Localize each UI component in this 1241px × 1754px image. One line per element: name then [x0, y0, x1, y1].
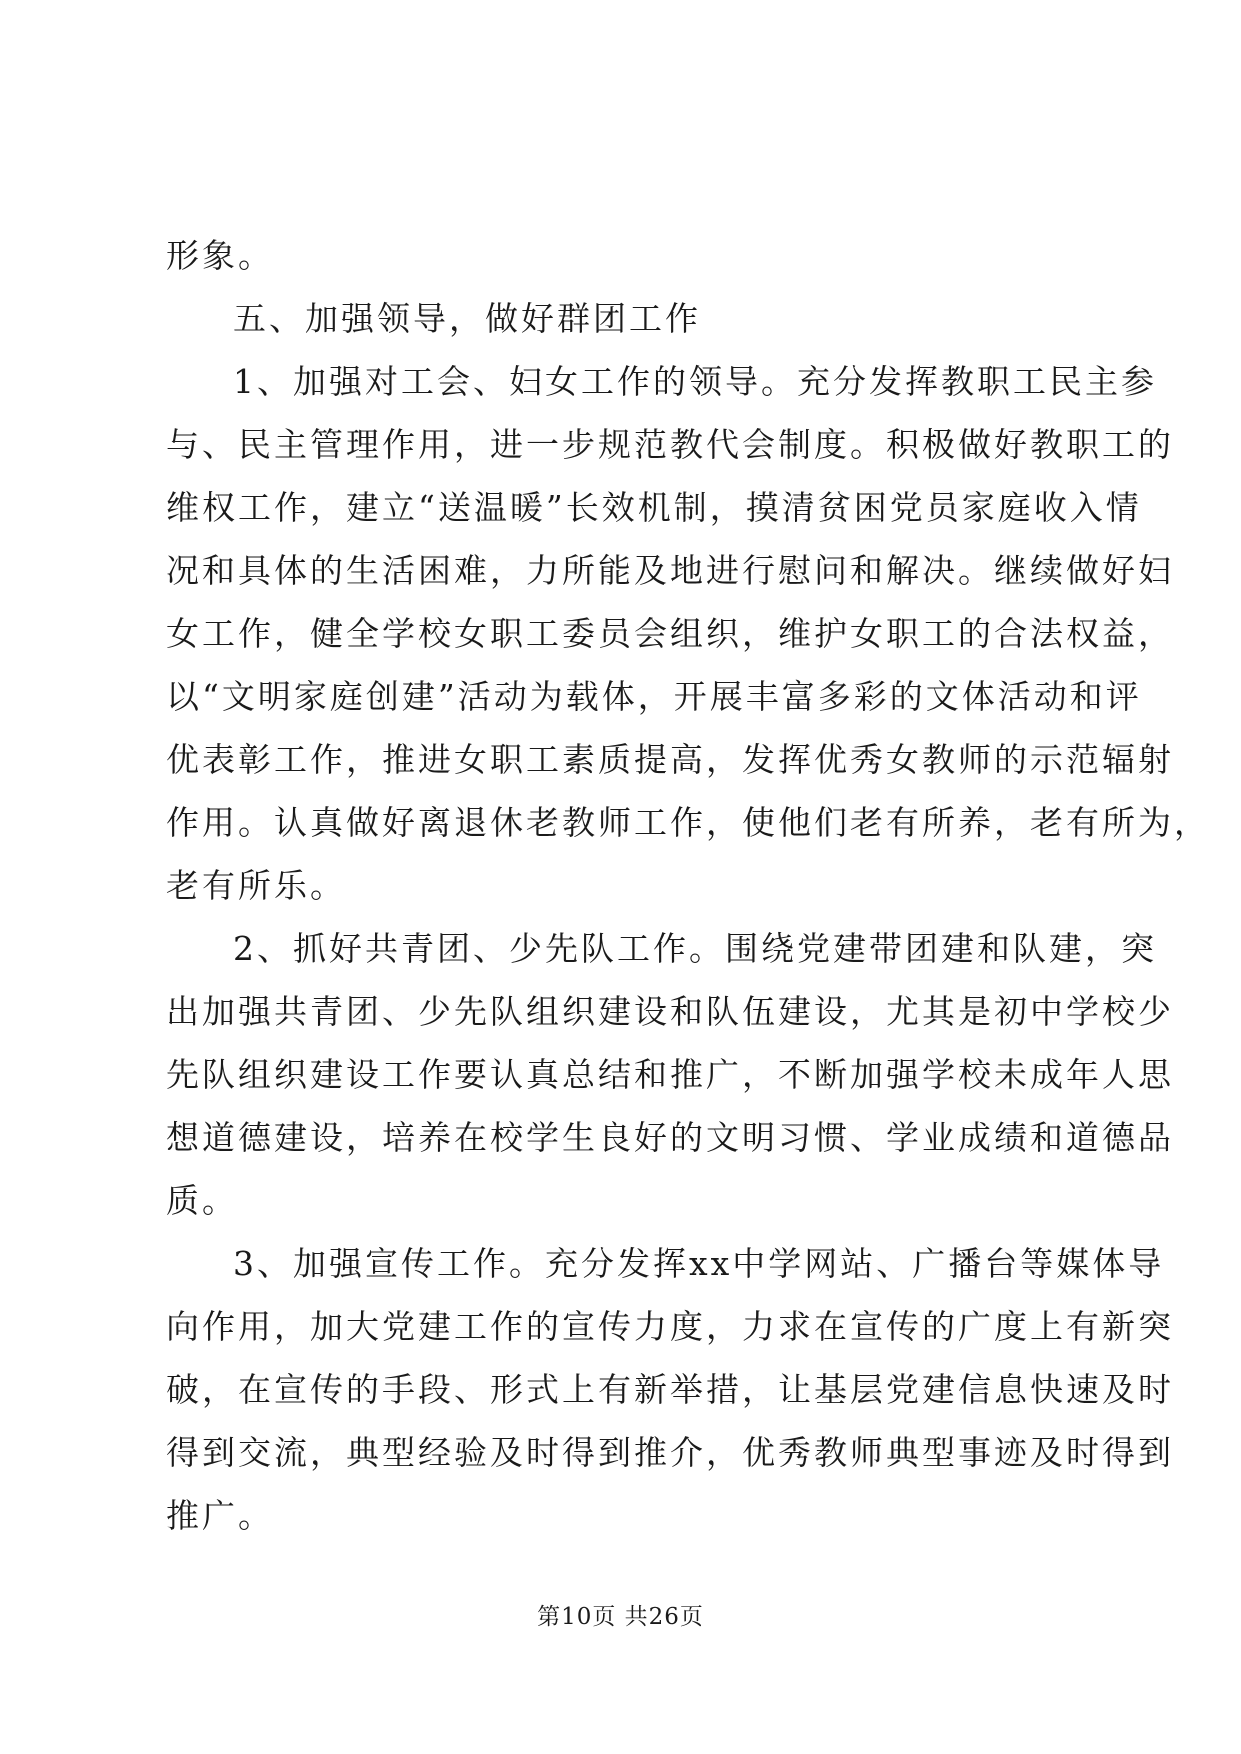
section-heading: 五、加强领导，做好群团工作 — [233, 299, 701, 338]
text-line: 推广。 — [166, 1496, 274, 1535]
text-line: 况和具体的生活困难，力所能及地进行慰问和解决。继续做好妇 — [166, 551, 1174, 590]
text-line: 先队组织建设工作要认真总结和推广，不断加强学校未成年人思 — [166, 1055, 1174, 1094]
text-line: 得到交流，典型经验及时得到推介，优秀教师典型事迹及时得到 — [166, 1433, 1174, 1472]
text-line: 女工作，健全学校女职工委员会组织，维护女职工的合法权益， — [166, 614, 1174, 653]
text-line: 破，在宣传的手段、形式上有新举措，让基层党建信息快速及时 — [166, 1370, 1174, 1409]
text-line: 3、加强宣传工作。充分发挥xx中学网站、广播台等媒体导 — [233, 1244, 1165, 1283]
text-line: 以“文明家庭创建”活动为载体，开展丰富多彩的文体活动和评 — [166, 677, 1142, 716]
text-line: 质。 — [166, 1181, 238, 1220]
text-line: 2、抓好共青团、少先队工作。围绕党建带团建和队建，突 — [233, 929, 1157, 968]
text-line: 与、民主管理作用，进一步规范教代会制度。积极做好教职工的 — [166, 425, 1174, 464]
text-line: 作用。认真做好离退休老教师工作，使他们老有所养，老有所为， — [166, 803, 1210, 842]
text-line: 老有所乐。 — [166, 866, 346, 905]
text-line: 出加强共青团、少先队组织建设和队伍建设，尤其是初中学校少 — [166, 992, 1174, 1031]
text-line: 优表彰工作，推进女职工素质提高，发挥优秀女教师的示范辐射 — [166, 740, 1174, 779]
text-line: 向作用，加大党建工作的宣传力度，力求在宣传的广度上有新突 — [166, 1307, 1174, 1346]
text-line: 1、加强对工会、妇女工作的领导。充分发挥教职工民主参 — [233, 362, 1157, 401]
page-number-footer: 第10页 共26页 — [537, 1604, 704, 1630]
text-line: 想道德建设，培养在校学生良好的文明习惯、学业成绩和道德品 — [166, 1118, 1174, 1157]
text-line: 维权工作，建立“送温暖”长效机制，摸清贫困党员家庭收入情 — [166, 488, 1142, 527]
text-line: 形象。 — [166, 236, 274, 275]
